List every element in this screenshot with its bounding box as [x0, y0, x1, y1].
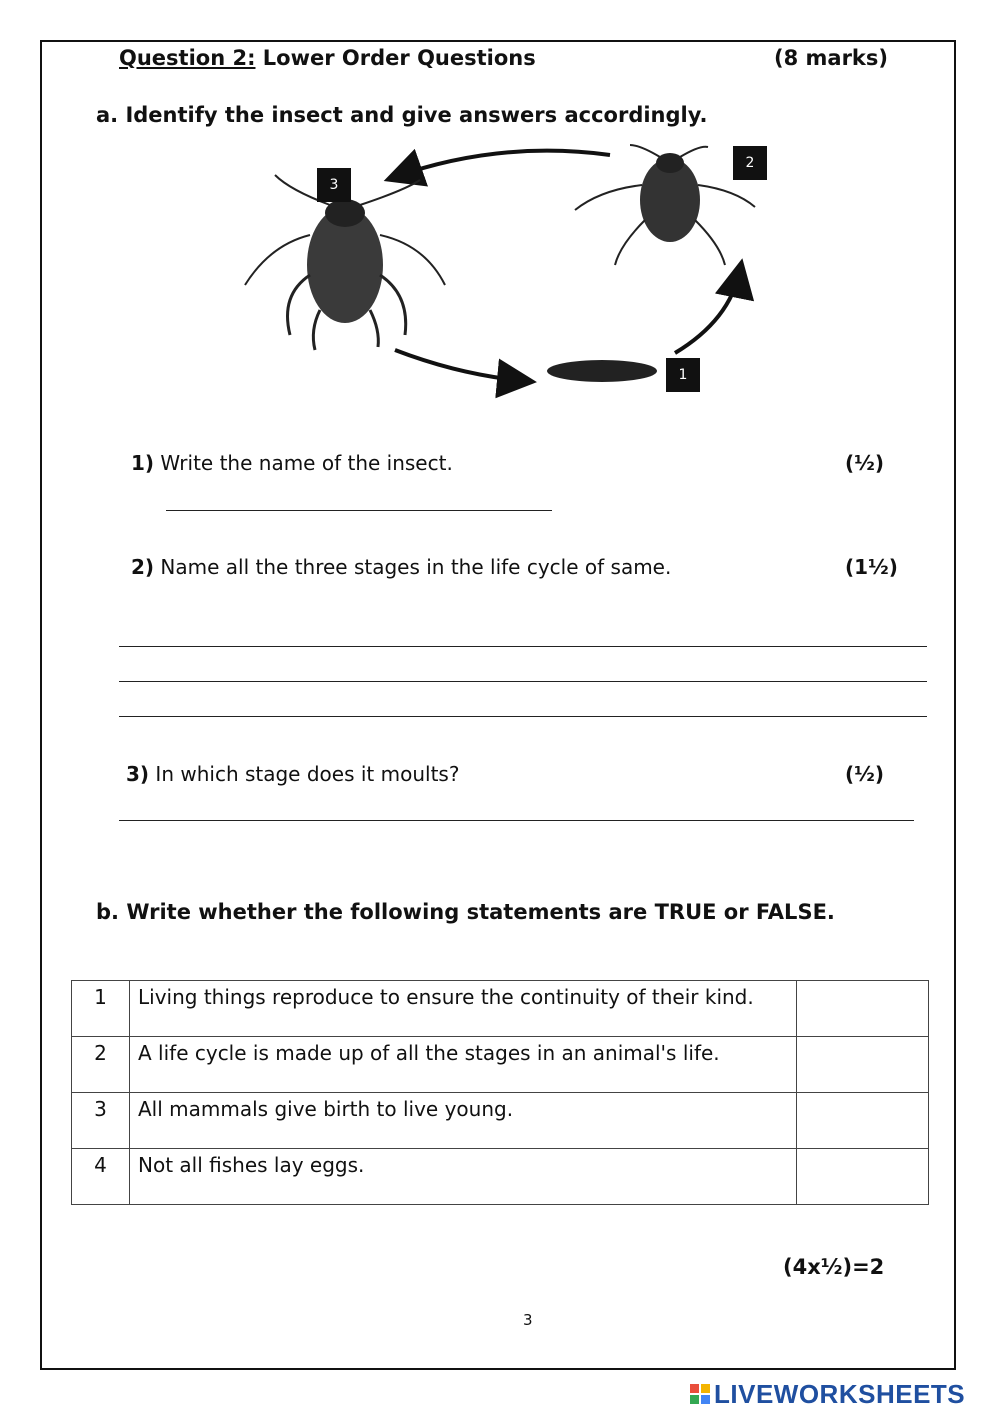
egg-case-illustration: [547, 360, 657, 382]
table-row: [72, 1149, 929, 1205]
row-statement: All mammals give birth to live young.: [130, 1093, 797, 1149]
question-1: [131, 451, 453, 475]
row-statement: Not all fishes lay eggs.: [130, 1149, 797, 1205]
table-row: [72, 1037, 929, 1093]
part-b-marks: (4x½)=2: [783, 1255, 885, 1279]
answer-line-3[interactable]: [119, 820, 914, 821]
diagram-marker-3: 3: [317, 168, 351, 202]
diagram-marker-2: 2: [733, 146, 767, 180]
row-number: 1: [72, 981, 130, 1037]
diagram-marker-1: 1: [666, 358, 700, 392]
page-number: 3: [523, 1311, 533, 1329]
question-3-number: 3): [126, 762, 150, 786]
row-number: 4: [72, 1149, 130, 1205]
arrow-adult-to-egg: [395, 350, 525, 381]
question-1-number: 1): [131, 451, 155, 475]
question-2-marks: (1½): [845, 555, 898, 579]
question-3: [126, 762, 459, 786]
question-1-text: Write the name of the insect.: [160, 451, 453, 475]
table-row: [72, 1093, 929, 1149]
answer-line-1[interactable]: [166, 510, 552, 511]
question-title: [119, 46, 536, 70]
row-number: 3: [72, 1093, 130, 1149]
row-statement: A life cycle is made up of all the stages in an animal's life.: [130, 1037, 797, 1093]
question-subtitle: Lower Order Questions: [262, 46, 536, 70]
question-3-text: In which stage does it moults?: [155, 762, 460, 786]
logo-text: LIVEWORKSHEETS: [714, 1378, 966, 1409]
true-false-table: [71, 980, 929, 1205]
part-b-heading: b. Write whether the following statements are TRUE or FALSE.: [96, 900, 835, 924]
liveworksheets-logo[interactable]: [690, 1378, 965, 1410]
answer-cell[interactable]: [797, 1149, 929, 1205]
row-statement: Living things reproduce to ensure the continuity of their kind.: [130, 981, 797, 1037]
answer-cell[interactable]: [797, 1037, 929, 1093]
question-2: [131, 555, 671, 579]
question-1-marks: (½): [845, 451, 884, 475]
logo-icon: [690, 1384, 710, 1404]
table-row: [72, 981, 929, 1037]
arrow-nymph-to-adult: [395, 151, 610, 177]
answer-line-2b[interactable]: [119, 681, 927, 682]
part-a-heading: a. Identify the insect and give answers accordingly.: [96, 103, 708, 127]
answer-cell[interactable]: [797, 1093, 929, 1149]
question-marks: (8 marks): [774, 46, 888, 70]
answer-line-2c[interactable]: [119, 716, 927, 717]
question-label: Question 2:: [119, 46, 256, 70]
question-2-text: Name all the three stages in the life cycle of same.: [160, 555, 672, 579]
answer-line-2a[interactable]: [119, 646, 927, 647]
answer-cell[interactable]: [797, 981, 929, 1037]
nymph-illustration: [575, 145, 755, 265]
arrow-egg-to-nymph: [675, 270, 740, 353]
row-number: 2: [72, 1037, 130, 1093]
question-3-marks: (½): [845, 762, 884, 786]
question-2-number: 2): [131, 555, 155, 579]
